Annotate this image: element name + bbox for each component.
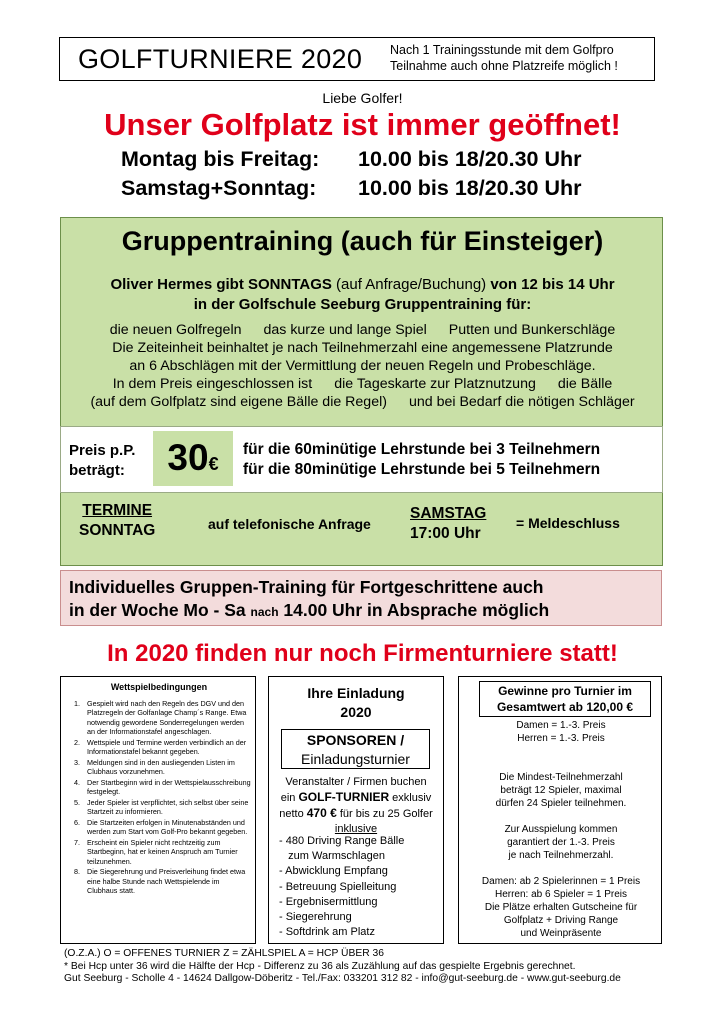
rules-box [60, 676, 256, 944]
intro-booking: (auf Anfrage/Buchung) [331, 276, 491, 293]
header-title: GOLFTURNIERE 2020 [78, 44, 363, 74]
hours-weekday-label: Montag bis Freitag: [121, 147, 320, 171]
included-clubs: und bei Bedarf die nötigen Schläger [408, 394, 635, 410]
rule-number: 5. [74, 797, 80, 807]
rule-text: Meldungen sind in den ausliegenden Listen im Clubhaus vorzunehmen. [87, 757, 235, 777]
headline: Unser Golfplatz ist immer geöffnet! [104, 107, 621, 142]
termine-request: auf telefonische Anfrage [208, 516, 371, 532]
sponsor-sub-label: Einladungsturnier [301, 751, 410, 767]
sponsor-box [281, 729, 430, 769]
advanced-training-box [60, 570, 662, 626]
topic-putting: Putten und Bunkerschläge [448, 322, 616, 338]
prize-line: Die Mindest-Teilnehmerzahl [499, 772, 623, 783]
header-box [59, 37, 655, 81]
price-label-line2: beträgt: [69, 462, 125, 479]
rule-text: Der Startbeginn wird in der Wettspielausschreibung festgelegt. [87, 777, 251, 797]
invitation-year: 2020 [340, 704, 372, 720]
footer-contact: Gut Seeburg - Scholle 4 - 14624 Dallgow-Döberitz - Tel./Fax: 033201 312 82 - info@gut-seeburg.de - www.gut-seeburg.de [64, 973, 621, 984]
hours-weekend-label: Samstag+Sonntag: [121, 176, 317, 200]
termine-label [79, 501, 155, 541]
rules-title: Wettspielbedingungen [110, 682, 208, 692]
invitation-body-line1: Veranstalter / Firmen buchen [285, 776, 427, 788]
invitation-item: zum Warmschlagen [279, 850, 385, 863]
advanced-training-text [69, 576, 549, 624]
rule-text: Wettspiele und Termine werden verbindlich an der Informationstafel bekannt gegeben. [87, 737, 247, 757]
rule-number: 3. [74, 757, 80, 767]
hours-weekday-time: 10.00 bis 18/20.30 Uhr [358, 147, 582, 171]
footer [64, 948, 621, 986]
prizes-title-line2: Gesamtwert ab 120,00 € [496, 700, 634, 714]
prizes-details [459, 719, 663, 940]
header-note-line1: Nach 1 Trainingsstunde mit dem Golfpro [390, 43, 614, 57]
invitation-body [269, 775, 443, 837]
header-note-line2: Teilnahme auch ohne Platzreife möglich ! [390, 59, 618, 73]
topic-rules: die neuen Golfregeln [109, 322, 242, 338]
prize-line [459, 810, 663, 823]
termine-day: SONNTAG [79, 522, 156, 539]
invitation-item: - 480 Driving Range Bälle [279, 835, 405, 847]
deadline-label [410, 504, 486, 544]
prize-line: dürfen 24 Spieler teilnehmen. [495, 798, 627, 809]
prize-line: Die Plätze erhalten Gutscheine für [484, 902, 638, 913]
advanced-line2-start: in der Woche Mo - Sa [69, 600, 251, 620]
rule-text: Die Startzeiten erfolgen in Minutenabständen und werden zum Start vom Golf-Pro bekannt gegeben. [87, 817, 248, 837]
price-label-line1: Preis p.P. [69, 442, 136, 459]
advanced-line2-nach: nach [250, 605, 279, 619]
invitation-body-ein: ein [280, 792, 299, 804]
invitation-golf-turnier: GOLF-TURNIER [298, 790, 390, 804]
prize-line [459, 862, 663, 875]
prizes-title [479, 681, 651, 717]
invitation-title-line1: Ihre Einladung [307, 685, 405, 701]
group-training-box [60, 217, 663, 566]
prize-line: Golfplatz + Driving Range [503, 915, 619, 926]
prize-line: je nach Teilnehmerzahl. [508, 850, 614, 861]
rule-text: Gespielt wird nach den Regeln des DGV und den Platzregeln der Golfanlage Champ´s Range. Etwa notwendig gewordene Sonderregelungen werden an der Informationstafel angeschlagen. [87, 699, 247, 737]
greeting: Liebe Golfer! [322, 90, 403, 106]
included-daycard: die Tageskarte zur Platznutzung [334, 376, 536, 392]
invitation-item: - Betreuung Spielleitung [279, 880, 397, 893]
topics-line [61, 322, 664, 338]
price-box [60, 426, 663, 493]
group-training-title: Gruppentraining (auch für Einsteiger) [121, 226, 604, 256]
deadline-note: = Meldeschluss [516, 515, 620, 531]
invitation-item: - Abwicklung Empfang [279, 865, 388, 878]
invitation-items [279, 834, 404, 940]
advanced-line2-end: 14.00 Uhr in Absprache möglich [278, 600, 550, 620]
included-intro: In dem Preis eingeschlossen ist [112, 376, 313, 392]
company-tournament-notice: In 2020 finden nur noch Firmenturniere statt! [107, 640, 618, 667]
training-description-2: an 6 Abschlägen mit der Vermittlung der neuen Regeln und Probeschläge. [129, 358, 596, 374]
invitation-price: 470 € [306, 806, 337, 820]
header-note [390, 42, 618, 74]
footer-hcp-note: * Bei Hcp unter 36 wird die Hälfte der Hcp - Differenz zu 36 als Zuzählung auf das gespielte Ergebnis gerechnet. [64, 960, 576, 972]
rule-text: Erscheint ein Spieler nicht rechtzeitig zum Startbeginn, hat er keinen Anspruch am Turnier teilzunehmen. [87, 837, 238, 866]
invitation-body-exklusiv: exklusiv [389, 792, 432, 804]
deadline-time: 17:00 Uhr [410, 525, 481, 542]
rule-item [65, 838, 251, 866]
invitation-inclusive: inklusive [334, 823, 378, 835]
termine-title: TERMINE [82, 502, 153, 519]
included-line-2 [61, 394, 664, 410]
price-currency: € [208, 454, 219, 474]
invitation-item: - Siegerehrung [279, 911, 352, 924]
invitation-body-golfers: für bis zu 25 Golfer [336, 808, 433, 820]
rule-item [65, 798, 251, 817]
prize-line: garantiert der 1.-3. Preis [507, 837, 615, 848]
rule-number: 2. [74, 737, 80, 747]
rule-number: 8. [74, 867, 80, 877]
rules-list [65, 699, 251, 897]
invitation-body-netto: netto [279, 808, 307, 820]
prize-line: Herren: ab 6 Spieler = 1 Preis [494, 889, 627, 900]
footer-legend: (O.Z.A.) O = OFFENES TURNIER Z = ZÄHLSPIEL A = HCP ÜBER 36 [64, 948, 384, 959]
rule-item [65, 738, 251, 757]
sponsor-label: SPONSOREN / [306, 732, 405, 748]
prizes-box [458, 676, 662, 944]
intro-trainer: Oliver Hermes gibt SONNTAGS [110, 276, 332, 293]
prize-line: Herren = 1.-3. Preis [517, 733, 605, 744]
rule-number: 7. [74, 837, 80, 847]
price-option-60: für die 60minütige Lehrstunde bei 3 Teilnehmern [243, 441, 601, 458]
prize-line: Zur Ausspielung kommen [504, 824, 618, 835]
rule-text: Die Siegerehrung und Preisverleihung findet etwa eine halbe Stunde nach Wettspielende im Clubhaus statt. [87, 867, 246, 896]
hours-weekend-time: 10.00 bis 18/20.30 Uhr [358, 176, 582, 200]
prize-line [459, 745, 663, 758]
rule-item [65, 699, 251, 737]
included-own-balls: (auf dem Golfplatz sind eigene Bälle die Regel) [90, 394, 387, 410]
rule-text: Jeder Spieler ist verpflichtet, sich selbst über seine Startzeit zu informieren. [87, 797, 249, 817]
intro-location: in der Golfschule Seeburg Gruppentraining für: [193, 296, 532, 313]
topic-game: das kurze und lange Spiel [263, 322, 427, 338]
invitation-item: - Softdrink am Platz [279, 926, 375, 939]
intro-time: von 12 bis 14 Uhr [490, 276, 615, 293]
rule-item [65, 867, 251, 895]
rule-item [65, 818, 251, 837]
prize-line [459, 758, 663, 771]
rule-number: 4. [74, 777, 80, 787]
training-description-1: Die Zeiteinheit beinhaltet je nach Teilnehmerzahl eine angemessene Platzrunde [112, 340, 613, 356]
prize-line: Damen = 1.-3. Preis [516, 720, 606, 731]
rule-item [65, 758, 251, 777]
rule-item [65, 778, 251, 797]
deadline-day: SAMSTAG [410, 505, 487, 522]
prize-line: Damen: ab 2 Spielerinnen = 1 Preis [481, 876, 641, 887]
rule-number: 6. [74, 817, 80, 827]
prizes-title-line1: Gewinne pro Turnier im [498, 684, 632, 698]
included-balls: die Bälle [557, 376, 613, 392]
prize-line: und Weinpräsente [520, 928, 602, 939]
invitation-box [268, 676, 444, 944]
group-training-intro [61, 275, 664, 315]
prize-line: beträgt 12 Spieler, maximal [500, 785, 622, 796]
price-amount: 30 [167, 437, 209, 478]
advanced-line1: Individuelles Gruppen-Training für Fortgeschrittene auch [69, 577, 544, 597]
invitation-title [269, 684, 443, 722]
included-line-1 [61, 376, 664, 392]
price-option-80: für die 80minütige Lehrstunde bei 5 Teilnehmern [243, 461, 601, 478]
price-badge [153, 431, 233, 486]
invitation-item: - Ergebnisermittlung [279, 895, 378, 908]
price-label [69, 441, 135, 481]
rule-number: 1. [74, 699, 80, 708]
